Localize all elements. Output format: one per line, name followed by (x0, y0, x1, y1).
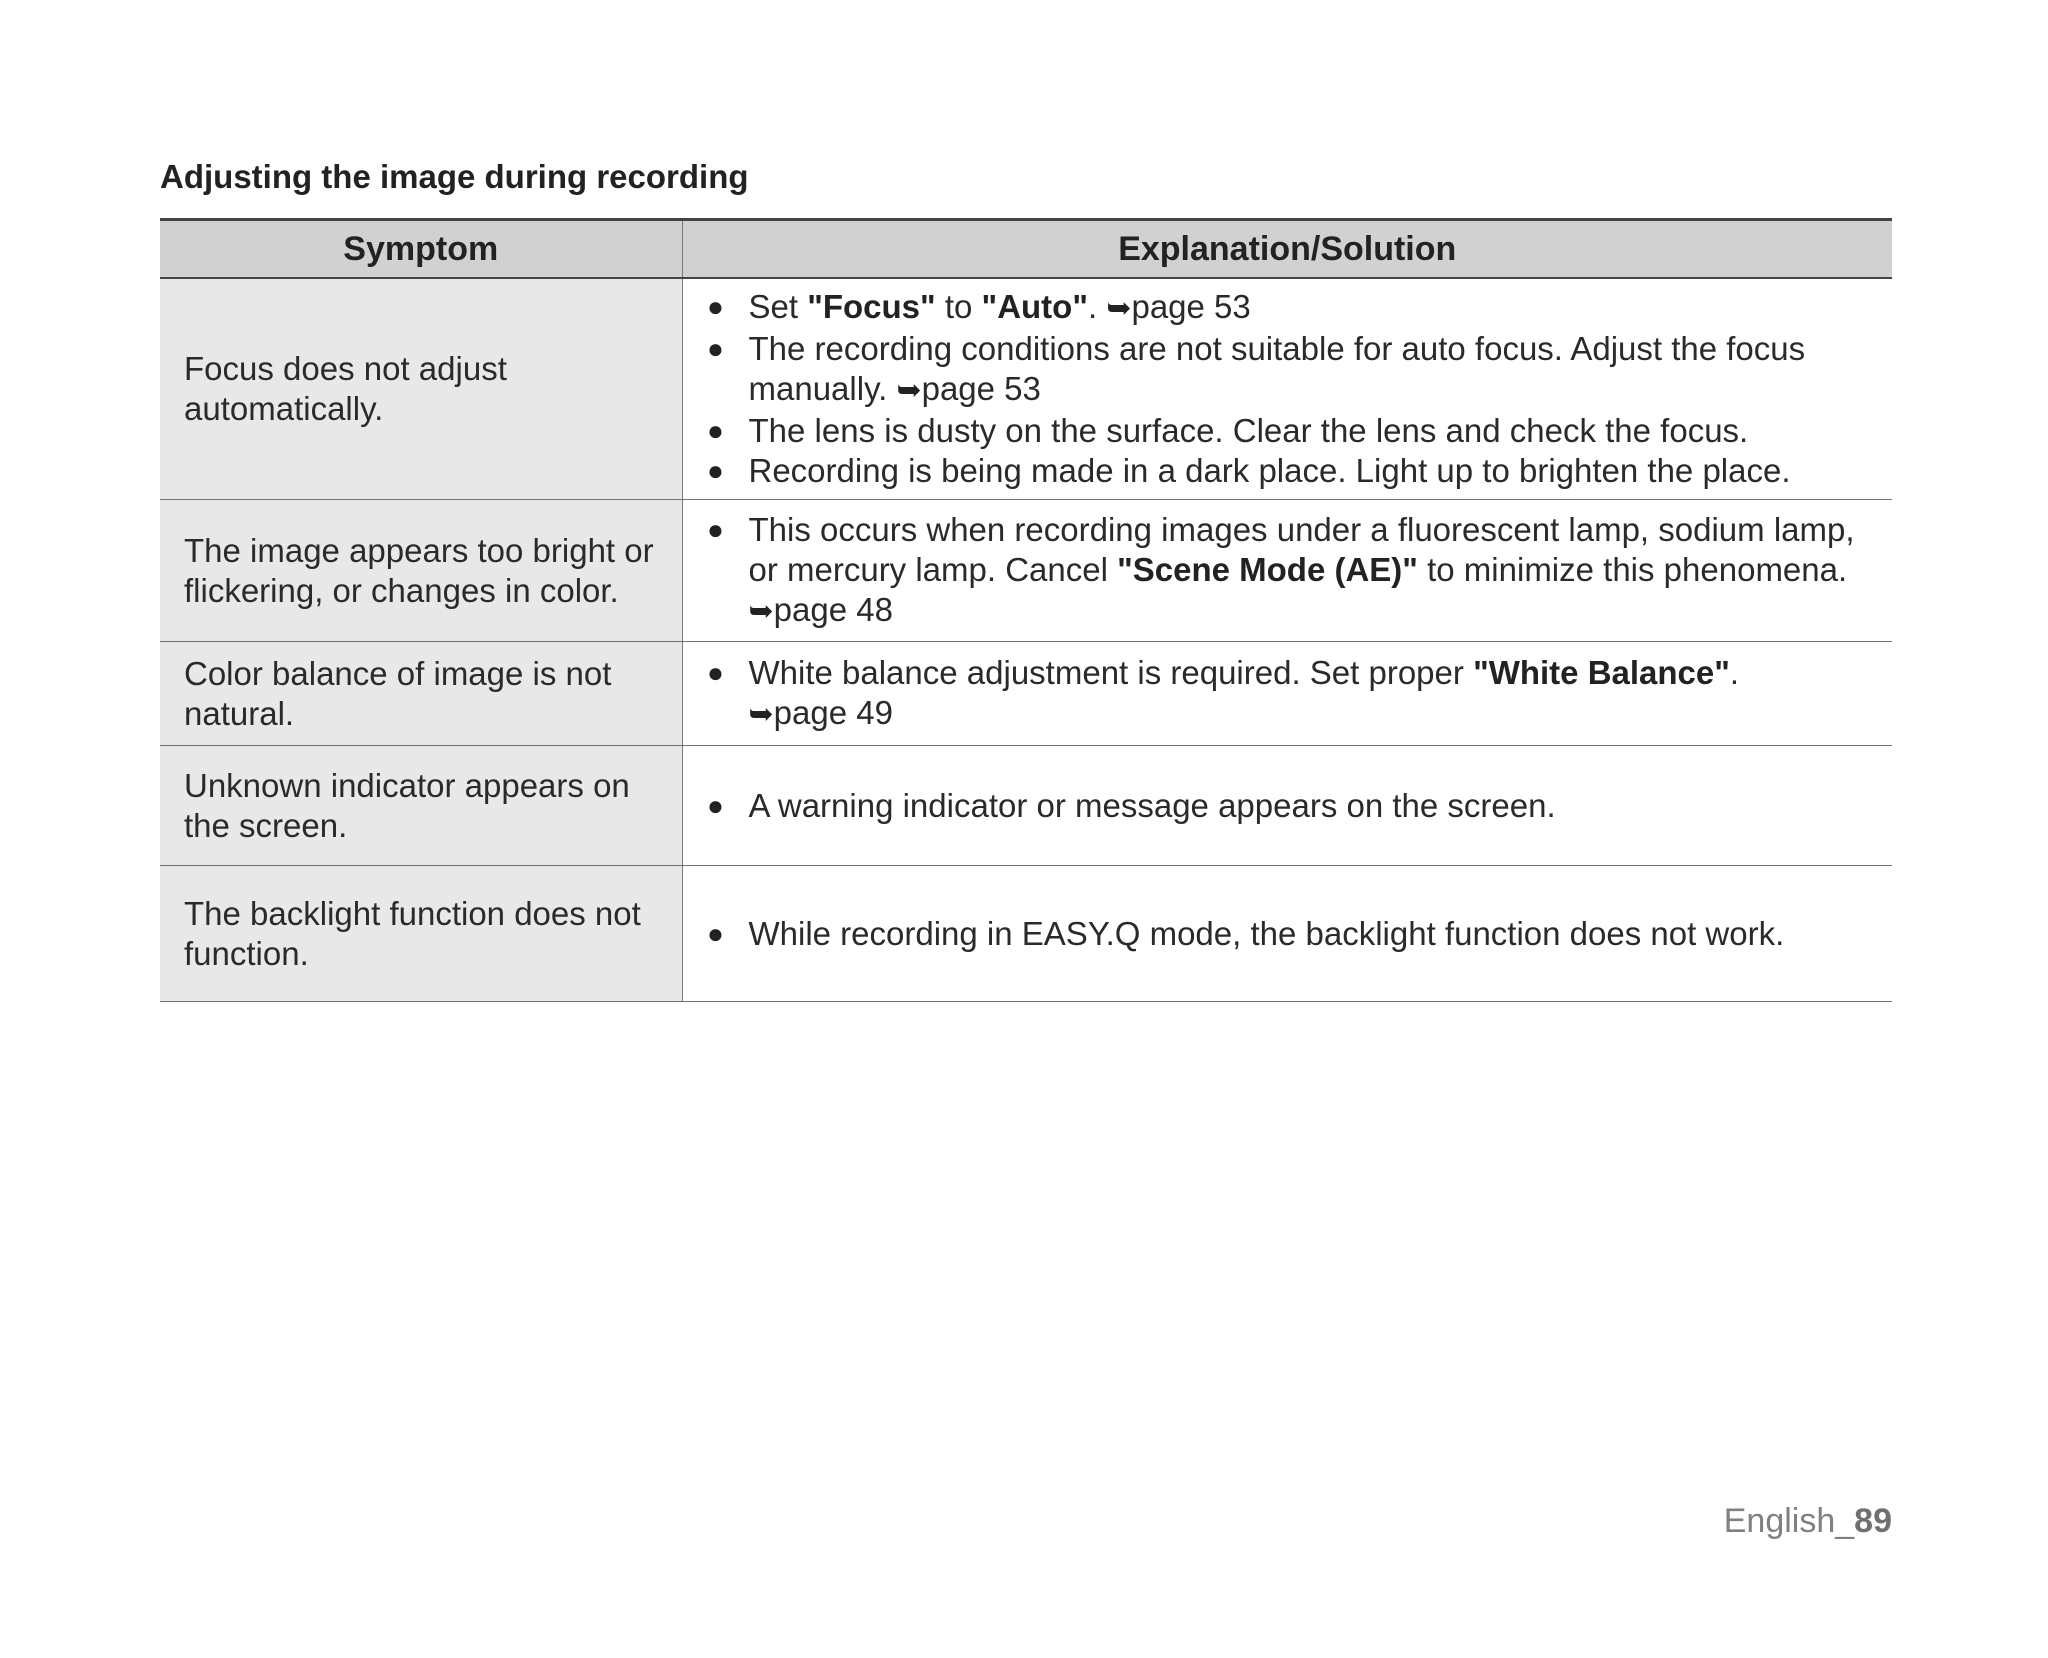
page-reference: page 48 (773, 590, 893, 628)
bullet-icon: ● (707, 789, 724, 821)
symptom-cell: The image appears too bright or flickering, or changes in color. (160, 500, 682, 642)
solution-cell (682, 746, 1892, 866)
solution-list (701, 510, 1873, 632)
bold-text: "Scene Mode (AE)" (1117, 550, 1418, 588)
list-item (701, 786, 1873, 826)
page-reference: page 49 (773, 693, 893, 731)
text-segment: A warning indicator or message appears on the screen. (748, 786, 1556, 824)
text-segment: This occurs when recording images under a fluorescent lamp, sodium lamp, or mercury lamp. Cancel (748, 510, 1855, 588)
page-reference: page 53 (1131, 288, 1251, 325)
list-item (701, 653, 1873, 735)
symptom-cell: Color balance of image is not natural. (160, 642, 682, 746)
text-segment: . (1729, 653, 1740, 691)
section-title: Adjusting the image during recording (160, 158, 749, 195)
list-item (701, 329, 1873, 411)
page-number: 89 (1854, 1502, 1892, 1540)
bold-text: "Focus" (807, 288, 936, 325)
bullet-icon: ● (707, 415, 724, 446)
table-header-row (160, 220, 1892, 279)
symptom-cell: Focus does not adjust automatically. (160, 278, 682, 500)
list-item (701, 510, 1873, 632)
solution-list (701, 786, 1873, 826)
arrow-right-icon: ➥ (748, 594, 774, 628)
text-segment: to minimize this phenomena. (1417, 550, 1848, 588)
troubleshooting-table (160, 218, 1892, 1002)
text-segment: to (935, 288, 982, 325)
symptom-cell: The backlight function does not function. (160, 866, 682, 1002)
bullet-icon: ● (707, 917, 724, 949)
table-row (160, 866, 1892, 1002)
solution-cell (682, 278, 1892, 500)
bullet-icon: ● (707, 513, 724, 545)
solution-cell (682, 866, 1892, 1002)
bold-text: "White Balance" (1473, 653, 1730, 691)
text-segment: The recording conditions are not suitable for auto focus. Adjust the focus manually. (748, 330, 1806, 407)
list-item (701, 287, 1873, 329)
table-row (160, 500, 1892, 642)
solution-cell (682, 642, 1892, 746)
table-row (160, 642, 1892, 746)
solution-list (701, 653, 1873, 735)
footer-language: English_ (1723, 1502, 1855, 1540)
bullet-icon: ● (707, 656, 724, 688)
page-reference: page 53 (921, 370, 1041, 407)
text-segment: White balance adjustment is required. Set proper (748, 653, 1474, 691)
bold-text: "Auto" (981, 288, 1088, 325)
page-footer (1724, 1502, 1892, 1541)
arrow-right-icon: ➥ (896, 374, 922, 407)
text-segment: Recording is being made in a dark place. Light up to brighten the place. (748, 452, 1791, 489)
text-segment: The lens is dusty on the surface. Clear the lens and check the focus. (748, 412, 1749, 449)
symptom-cell: Unknown indicator appears on the screen. (160, 746, 682, 866)
arrow-right-icon: ➥ (748, 697, 774, 731)
list-item (701, 411, 1873, 451)
solution-list (701, 287, 1873, 491)
list-item (701, 451, 1873, 491)
text-segment: Set (748, 288, 808, 325)
list-item (701, 914, 1873, 954)
table-row (160, 746, 1892, 866)
solution-list (701, 914, 1873, 954)
bullet-icon: ● (707, 291, 724, 322)
header-symptom: Symptom (160, 220, 682, 279)
text-segment: . (1087, 288, 1107, 325)
table-row (160, 278, 1892, 500)
bullet-icon: ● (707, 333, 724, 364)
arrow-right-icon: ➥ (1106, 292, 1132, 325)
text-segment: While recording in EASY.Q mode, the backlight function does not work. (748, 914, 1785, 952)
bullet-icon: ● (707, 455, 724, 486)
header-explanation: Explanation/Solution (682, 220, 1892, 279)
solution-cell (682, 500, 1892, 642)
